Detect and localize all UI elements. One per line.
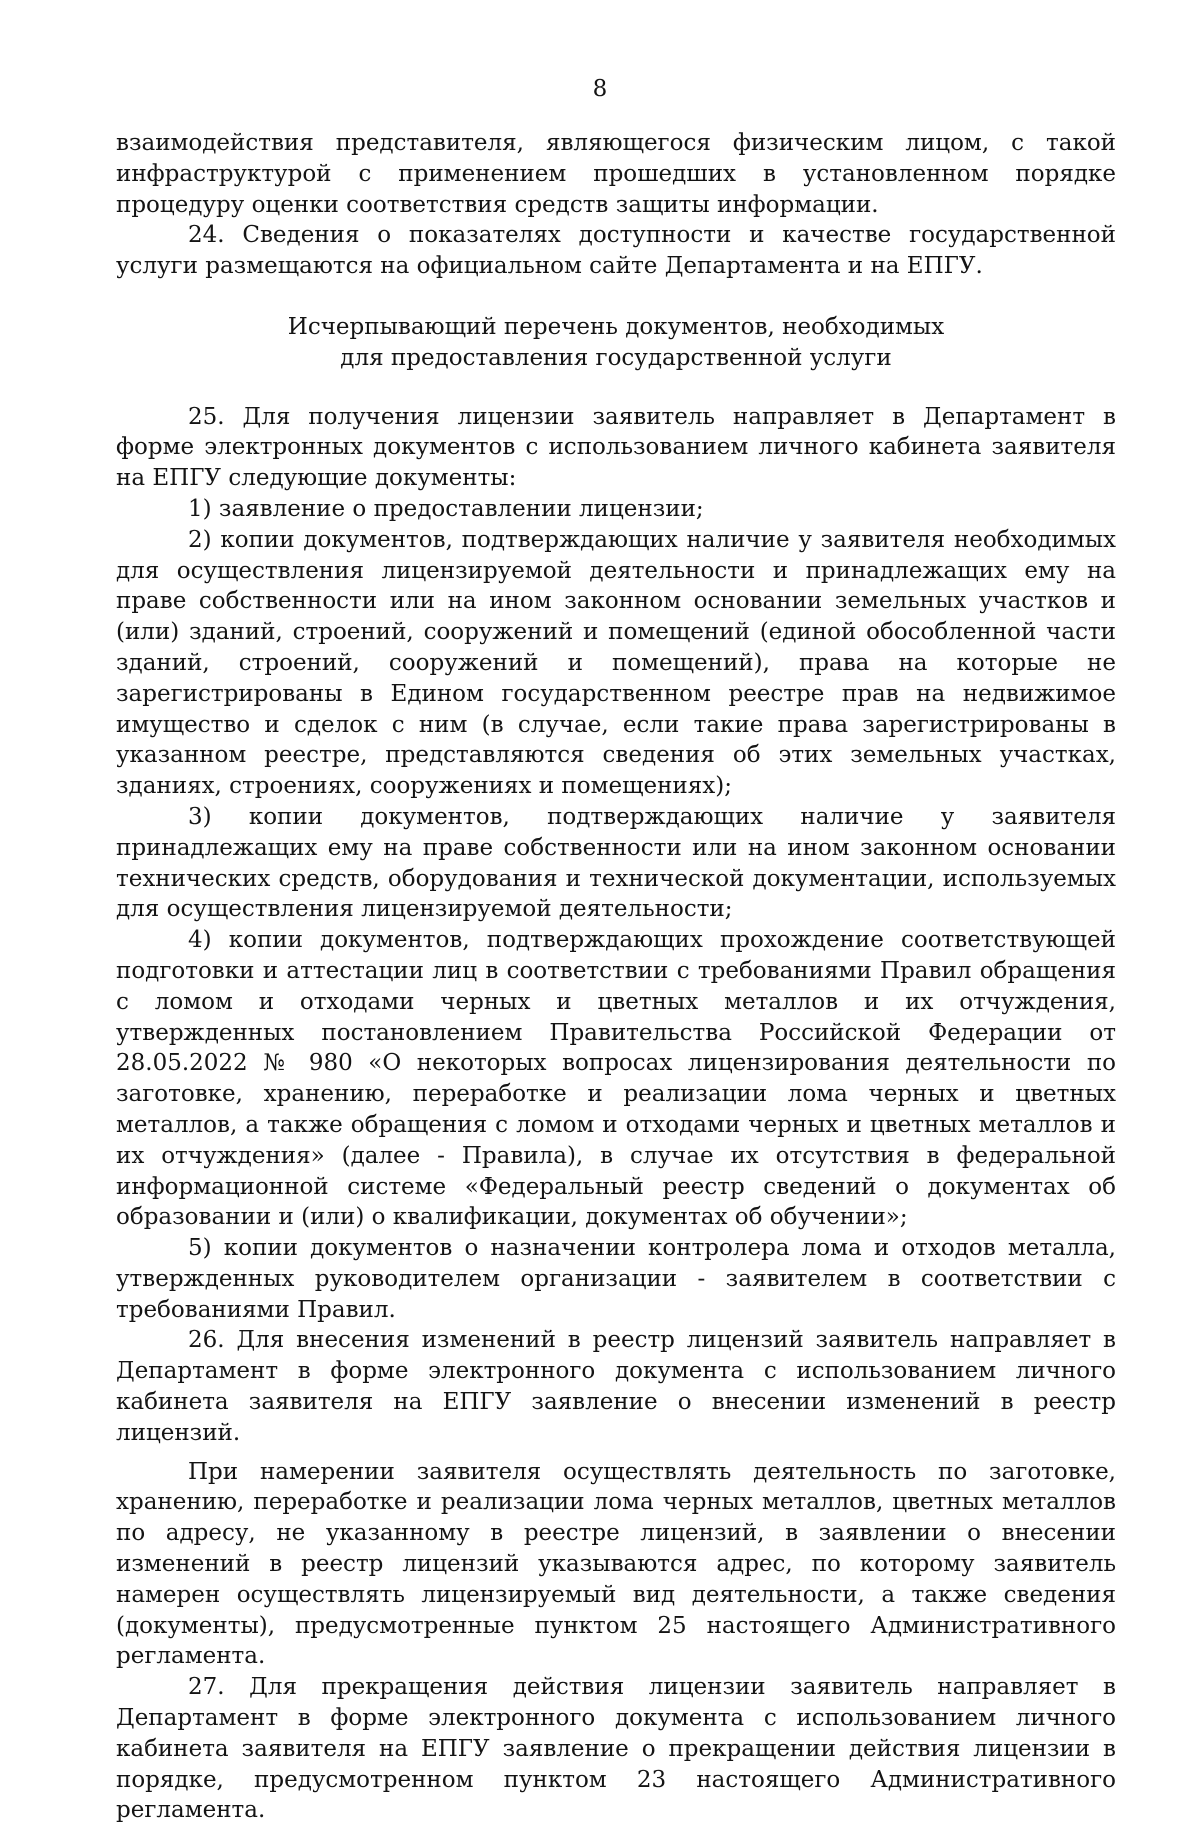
list-item-5: 5) копии документов о назначении контролера лома и отходов металла, утвержденных руководителем организации - заявителем в соответствии с требованиями Правил. bbox=[116, 1235, 1116, 1323]
paragraph-26-addendum: При намерении заявителя осуществлять деятельность по заготовке, хранению, переработке и реализации лома черных металлов, цветных металлов по адресу, не указанному в реестре лицензий, в заявлении о внесении изменений в реестр лицензий указываются адрес, по которому заявитель намерен осуществлять лицензируемый вид деятельности, а также сведения (документы), предусмотренные пунктом 25 настоящего Административного регламента. bbox=[116, 1458, 1116, 1670]
list-item-4: 4) копии документов, подтверждающих прохождение соответствующей подготовки и аттестации лиц в соответствии с требованиями Правил обращения с ломом и отходами черных и цветных металлов и их отчуждения, утвержденных постановлением Правительства Российской Федерации от 28.05.2022 № 980 «О некоторых вопросах лицензирования деятельности по заготовке, хранению, переработке и реализации лома черных и цветных металлов, а также обращения с ломом и отходами черных и цветных металлов и их отчуждения» (далее - Правила), в случае их отсутствия в федеральной информационной системе «Федеральный реестр сведений о документах об образовании и (или) о квалификации, документах об обучении»; bbox=[116, 927, 1116, 1231]
document-body bbox=[116, 128, 1116, 1826]
list-item-3: 3) копии документов, подтверждающих наличие у заявителя принадлежащих ему на праве собственности или на ином законном основании технических средств, оборудования и технической документации, используемых для осуществления лицензируемой деятельности; bbox=[116, 803, 1116, 923]
paragraph-24: 24. Сведения о показателях доступности и качестве государственной услуги размещаются на официальном сайте Департамента и на ЕПГУ. bbox=[116, 222, 1116, 280]
section-heading-line-1: Исчерпывающий перечень документов, необходимых bbox=[287, 313, 945, 340]
section-heading bbox=[116, 312, 1116, 374]
paragraph-27: 27. Для прекращения действия лицензии заявитель направляет в Департамент в форме электронного документа с использованием личного кабинета заявителя на ЕПГУ заявление о прекращении действия лицензии в порядке, предусмотренном пунктом 23 настоящего Административного регламента. bbox=[116, 1674, 1116, 1824]
paragraph-continuation: взаимодействия представителя, являющегося физическим лицом, с такой инфраструктурой с применением прошедших в установленном порядке процедуру оценки соответствия средств защиты информации. bbox=[116, 130, 1116, 218]
list-item-1: 1) заявление о предоставлении лицензии; bbox=[188, 495, 704, 522]
paragraph-25: 25. Для получения лицензии заявитель направляет в Департамент в форме электронных документов с использованием личного кабинета заявителя на ЕПГУ следующие документы: bbox=[116, 403, 1116, 492]
list-item-2: 2) копии документов, подтверждающих наличие у заявителя необходимых для осуществления лицензируемой деятельности и принадлежащих ему на праве собственности или на ином законном основании земельных участков и (или) зданий, строений, сооружений и помещений (единой обособленной части зданий, строений, сооружений и помещений), права на которые не зарегистрированы в Едином государственном реестре прав на недвижимое имущество и сделок с ним (в случае, если такие права зарегистрированы в указанном реестре, представляются сведения об этих земельных участках, зданиях, строениях, сооружениях и помещениях); bbox=[116, 526, 1116, 800]
page-number: 8 bbox=[592, 76, 608, 102]
paragraph-26: 26. Для внесения изменений в реестр лицензий заявитель направляет в Департамент в форме электронного документа с использованием личного кабинета заявителя на ЕПГУ заявление о внесении изменений в реестр лицензий. bbox=[116, 1327, 1116, 1446]
section-heading-line-2: для предоставления государственной услуги bbox=[340, 344, 892, 371]
